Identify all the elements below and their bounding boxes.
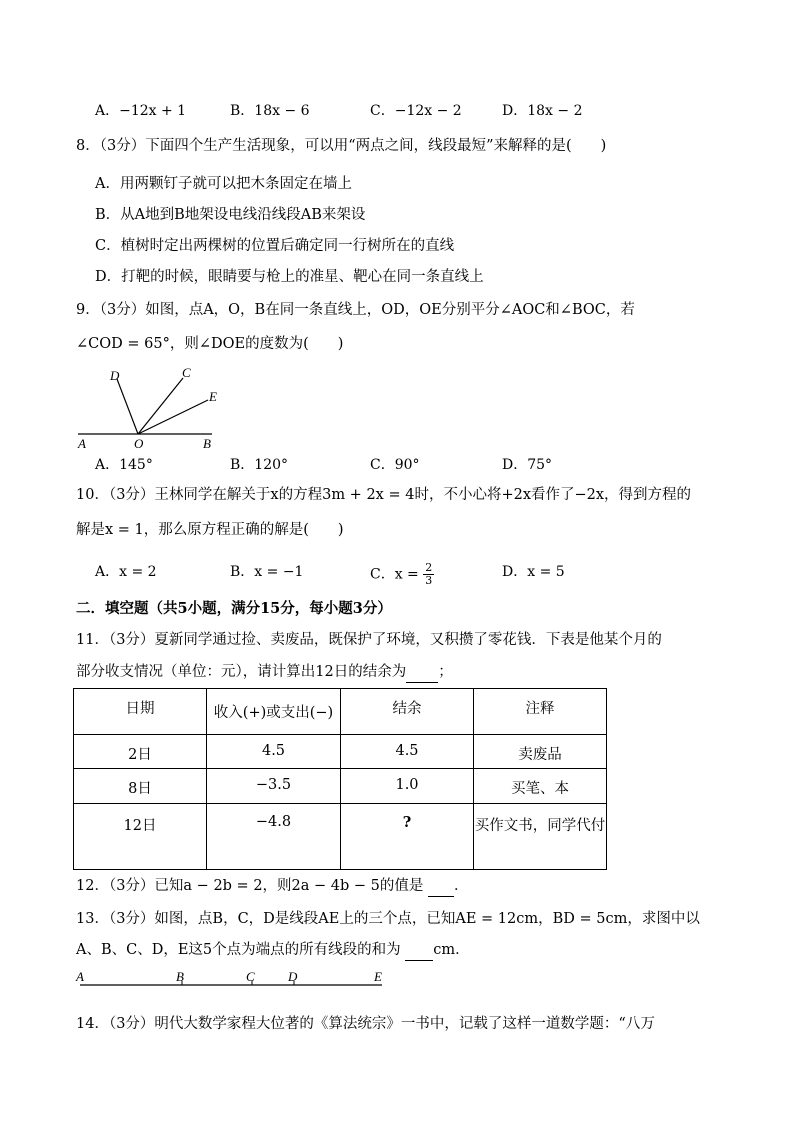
q8-option-b: B．从A地到B地架设电线沿线段AB来架设 bbox=[95, 207, 366, 223]
seg-label-e: E bbox=[374, 969, 382, 984]
q7-option-c: C．−12x − 2 bbox=[370, 103, 462, 119]
q9-option-d: D．75° bbox=[502, 457, 553, 473]
table-cell: 8日 bbox=[74, 769, 207, 804]
fig-label-b: B bbox=[203, 436, 211, 450]
q7-option-a: A．−12x + 1 bbox=[95, 103, 187, 119]
q12-text: 12．（3分）已知a − 2b = 2，则2a − 4b − 5的值是 ． bbox=[76, 876, 469, 897]
q10-line-2: 解是x = 1，那么原方程正确的解是( ) bbox=[76, 522, 344, 538]
fig-label-o: O bbox=[134, 436, 144, 450]
table-cell: 1.0 bbox=[341, 769, 474, 804]
q14-text: 14．（3分）明代大数学家程大位著的《算法统宗》一书中，记载了这样一道数学题：“八万 bbox=[76, 1016, 655, 1032]
q10-fraction: $\frac{2}{3}$ bbox=[425, 561, 433, 587]
q11-answer-blank bbox=[406, 662, 438, 683]
q11-table bbox=[73, 688, 607, 870]
seg-label-b: B bbox=[176, 969, 184, 984]
table-cell: 12日 bbox=[74, 804, 207, 870]
q10-option-c: C．x = $\frac{2}{3}$ bbox=[370, 561, 433, 587]
table-cell: 买作文书，同学代付 bbox=[474, 804, 607, 870]
table-header-balance: 结余 bbox=[341, 689, 474, 735]
q9-angle-figure bbox=[70, 362, 230, 450]
q10-option-b: B．x = −1 bbox=[230, 564, 304, 580]
table-cell: 2日 bbox=[74, 735, 207, 769]
q9-option-a: A．145° bbox=[95, 457, 153, 473]
q13-line-2: A、B、C、D，E这5个点为端点的所有线段的和为 cm． bbox=[76, 940, 470, 961]
table-cell: 4.5 bbox=[341, 735, 474, 769]
q9-option-c: C．90° bbox=[370, 457, 420, 473]
q9-line-2: ∠COD = 65°，则∠DOE的度数为( ) bbox=[76, 336, 344, 352]
q8-stem: 8．（3分）下面四个生产生活现象，可以用“两点之间，线段最短”来解释的是( ) bbox=[76, 138, 607, 154]
section-2-title: 二．填空题（共5小题，满分15分，每小题3分） bbox=[76, 600, 392, 617]
q7-option-b: B．18x − 6 bbox=[230, 103, 310, 119]
q10-line-1: 10．（3分）王林同学在解关于x的方程3m + 2x = 4时，不小心将+2x看作了−2x，得到方程的 bbox=[76, 487, 692, 503]
table-cell: 买笔、本 bbox=[474, 769, 607, 804]
table-cell: −3.5 bbox=[207, 769, 341, 804]
q13-segment-figure bbox=[72, 968, 392, 990]
table-cell: 卖废品 bbox=[474, 735, 607, 769]
seg-label-d: D bbox=[288, 969, 298, 984]
fig-label-e: E bbox=[209, 389, 217, 404]
q8-option-d: D．打靶的时候，眼睛要与枪上的准星、靶心在同一条直线上 bbox=[95, 269, 484, 285]
q9-line-1: 9．（3分）如图，点A，O，B在同一条直线上，OD，OE分别平分∠AOC和∠BOC，若 bbox=[76, 302, 635, 318]
fig-label-c: C bbox=[182, 365, 191, 380]
table-cell: −4.8 bbox=[207, 804, 341, 870]
q13-line-1: 13．（3分）如图，点B，C，D是线段AE上的三个点，已知AE = 12cm，BD = 5cm，求图中以 bbox=[76, 911, 700, 927]
table-header-note: 注释 bbox=[474, 689, 607, 735]
table-header-date: 日期 bbox=[74, 689, 207, 735]
fig-label-d: D bbox=[110, 368, 120, 383]
q8-option-a: A．用两颗钉子就可以把木条固定在墙上 bbox=[95, 176, 352, 192]
q11-line-2: 部分收支情况（单位：元），请计算出12日的结余为 ； bbox=[76, 662, 453, 683]
seg-label-a: A bbox=[76, 969, 84, 984]
q13-answer-blank bbox=[405, 940, 433, 961]
q9-option-b: B．120° bbox=[230, 457, 289, 473]
q7-option-d: D．18x − 2 bbox=[502, 103, 583, 119]
q10-option-a: A．x = 2 bbox=[95, 564, 157, 580]
q11-line-1: 11．（3分）夏新同学通过捡、卖废品，既保护了环境，又积攒了零花钱．下表是他某个月的 bbox=[76, 632, 662, 648]
table-cell: ? bbox=[341, 804, 474, 870]
seg-label-c: C bbox=[246, 969, 255, 984]
table-header-amount: 收入(+)或支出(−) bbox=[207, 689, 341, 735]
q10-option-d: D．x = 5 bbox=[502, 564, 565, 580]
fig-label-a: A bbox=[78, 436, 86, 450]
q12-answer-blank bbox=[428, 876, 454, 897]
table-cell: 4.5 bbox=[207, 735, 341, 769]
q8-option-c: C．植树时定出两棵树的位置后确定同一行树所在的直线 bbox=[95, 238, 455, 254]
